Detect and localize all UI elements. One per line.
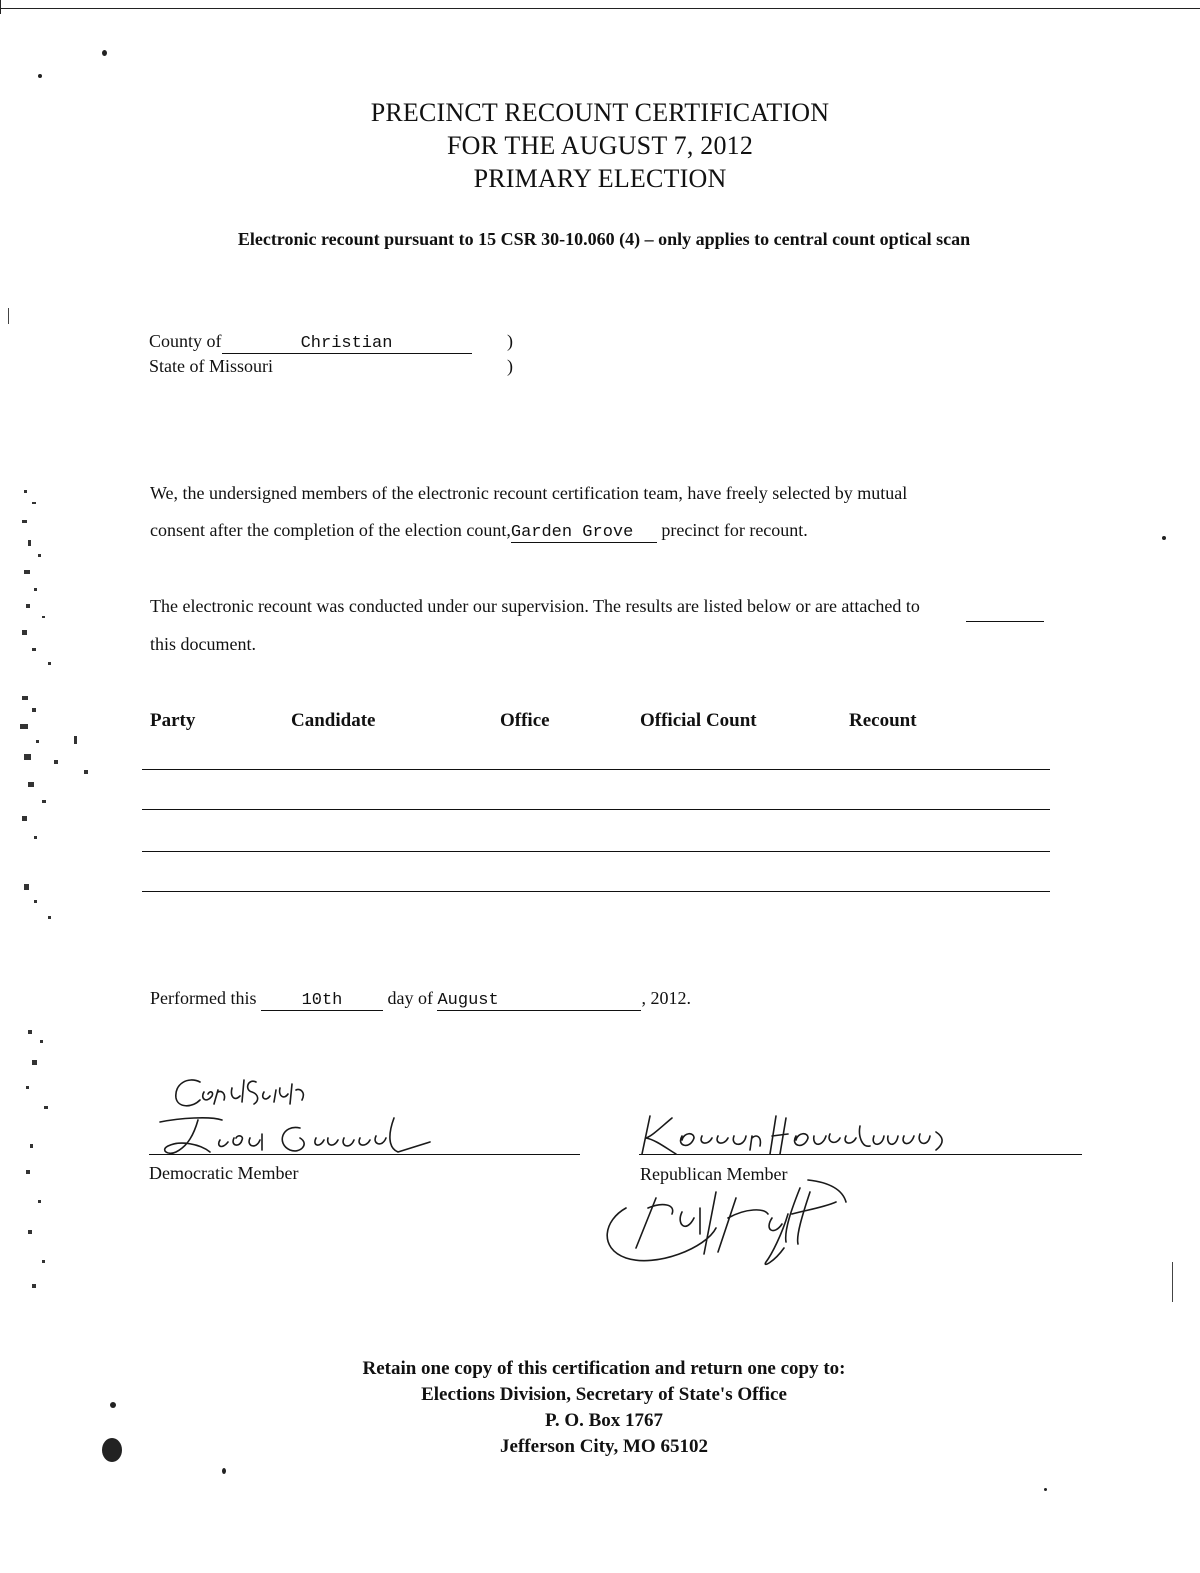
title-line-2: FOR THE AUGUST 7, 2012 [446, 131, 754, 160]
attached-underline [966, 621, 1044, 622]
scan-speck [38, 74, 42, 78]
paragraph-1-line-2-start: consent after the completion of the election count, [150, 520, 511, 540]
performed-line [150, 988, 691, 1011]
title-line-3: PRIMARY ELECTION [473, 164, 727, 193]
scan-speck [102, 1438, 122, 1462]
paragraph-2-line-2: this document. [150, 634, 256, 654]
republican-member-label: Republican Member [640, 1164, 788, 1184]
democratic-member-label: Democratic Member [149, 1163, 299, 1183]
footer-line-3: P. O. Box 1767 [544, 1410, 664, 1431]
scan-noise-left-1 [18, 480, 98, 680]
scan-noise-left-2 [14, 690, 104, 870]
scan-speck [222, 1468, 226, 1474]
paragraph-1-line-2-end: precinct for recount. [656, 520, 808, 540]
performed-prefix: Performed this [150, 988, 257, 1008]
signature-image-republican-2 [596, 1178, 856, 1278]
table-row-line [142, 891, 1050, 892]
scan-speck [1162, 536, 1166, 540]
performed-suffix: , 2012. [641, 988, 691, 1008]
scan-speck [102, 50, 107, 56]
precinct-field: Garden Grove [511, 524, 657, 543]
subheading: Electronic recount pursuant to 15 CSR 30-10.060 (4) – only applies to central count optical scan [237, 229, 971, 249]
footer-line-1: Retain one copy of this certification and return one copy to: [362, 1358, 846, 1379]
table-header-official-count: Official Count [640, 710, 757, 731]
paragraph-1-line-1: We, the undersigned members of the electronic recount certification team, have freely selected by mutual [150, 483, 908, 503]
scan-speck [1044, 1488, 1047, 1491]
table-row-line [142, 809, 1050, 810]
county-label: County of [149, 331, 222, 351]
scan-left-edge [0, 0, 1, 14]
county-line [149, 331, 472, 354]
title-line-1: PRECINCT RECOUNT CERTIFICATION [370, 98, 830, 127]
table-header-party: Party [150, 710, 196, 731]
scan-noise-left-3 [18, 880, 78, 1300]
signature-image-republican-1 [636, 1106, 976, 1166]
county-field: Christian [222, 335, 472, 354]
signature-image-democratic-2 [150, 1108, 450, 1168]
state-paren: ) [507, 356, 513, 376]
footer-line-2: Elections Division, Secretary of State's Office [421, 1384, 787, 1405]
scan-top-edge [0, 8, 1200, 9]
county-paren: ) [507, 331, 513, 351]
footer-line-4: Jefferson City, MO 65102 [500, 1436, 708, 1457]
performed-middle: day of [387, 988, 433, 1008]
month-field: August [437, 992, 641, 1011]
paragraph-2-line-1: The electronic recount was conducted under our supervision. The results are listed below or are attached to [150, 596, 920, 616]
scan-mark [1172, 1262, 1173, 1302]
table-header-recount: Recount [849, 710, 917, 731]
scan-mark [8, 308, 9, 324]
state-label: State of Missouri [149, 356, 273, 376]
paragraph-1-line-2 [150, 520, 808, 543]
table-header-office: Office [500, 710, 550, 731]
table-row-line [142, 851, 1050, 852]
scan-speck [110, 1402, 116, 1408]
table-row-line [142, 769, 1050, 770]
table-header-candidate: Candidate [291, 710, 376, 731]
day-field: 10th [261, 992, 383, 1011]
